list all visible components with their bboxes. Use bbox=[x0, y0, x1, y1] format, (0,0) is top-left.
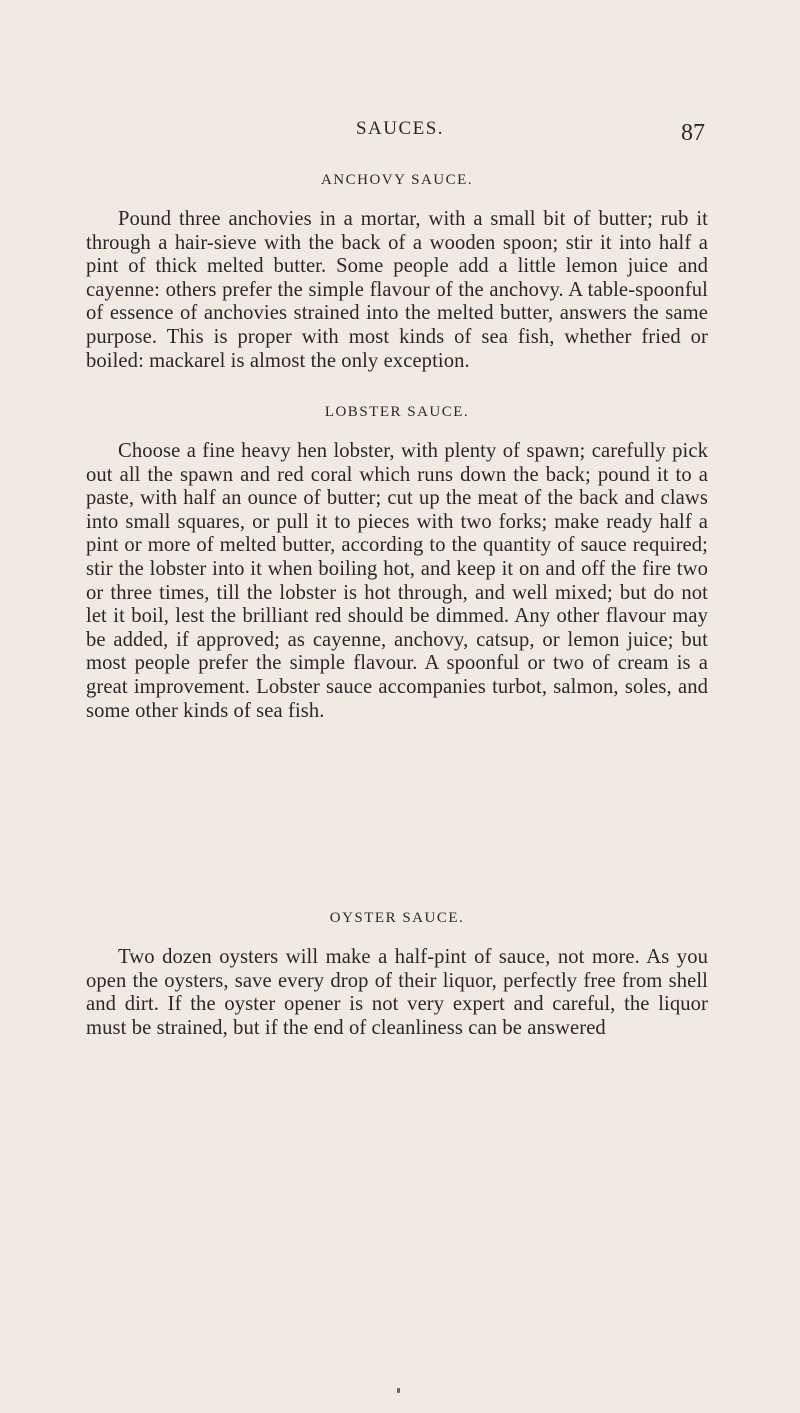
section-body: Two dozen oysters will make a half-pint of sauce, not more. As you open the oysters, save every drop of their liquor, perfectly free from shell and dirt. If the oyster opener is not very expert and careful, the liquor must be strained, but if the end of cleanliness can be answered bbox=[86, 946, 708, 1039]
running-title: SAUCES. bbox=[355, 118, 445, 139]
section-body: Pound three anchovies in a mortar, with a small bit of butter; rub it through a hair-sieve with the back of a wooden spoon; stir it into half a pint of thick melted butter. Some people add a little lemon juice and cayenne: others prefer the simple flavour of the anchovy. A table-spoonful of essence of anchovies strained into the melted butter, answers the same purpose. This is proper with most kinds of sea fish, whether fried or boiled: mackarel is almost the only exception. bbox=[86, 208, 708, 372]
section-title: OYSTER SAUCE. bbox=[329, 910, 465, 926]
print-speck bbox=[397, 1388, 400, 1393]
running-header bbox=[0, 118, 800, 148]
section-title: LOBSTER SAUCE. bbox=[324, 404, 470, 420]
section-title: ANCHOVY SAUCE. bbox=[320, 172, 474, 188]
section-body: Choose a fine heavy hen lobster, with plenty of spawn; carefully pick out all the spawn and red coral which runs down the back; pound it to a paste, with half an ounce of butter; cut up the meat of the back and claws into small squares, or pull it to pieces with two forks; make ready half a pint or more of melted butter, according to the quantity of sauce required; stir the lobster into it when boiling hot, and keep it on and off the fire two or three times, till the lobster is hot through, and well mixed; but do not let it boil, lest the brilliant red should be dimmed. Any other flavour may be added, if approved; as cayenne, anchovy, catsup, or lemon juice; but most people prefer the simple flavour. A spoonful or two of cream is a great improvement. Lobster sauce accompanies turbot, salmon, soles, and some other kinds of sea fish. bbox=[86, 440, 708, 722]
section-anchovy-sauce bbox=[86, 170, 708, 373]
section-lobster-sauce bbox=[86, 402, 708, 723]
page-number: 87 bbox=[681, 120, 705, 146]
section-oyster-sauce bbox=[86, 908, 708, 1040]
